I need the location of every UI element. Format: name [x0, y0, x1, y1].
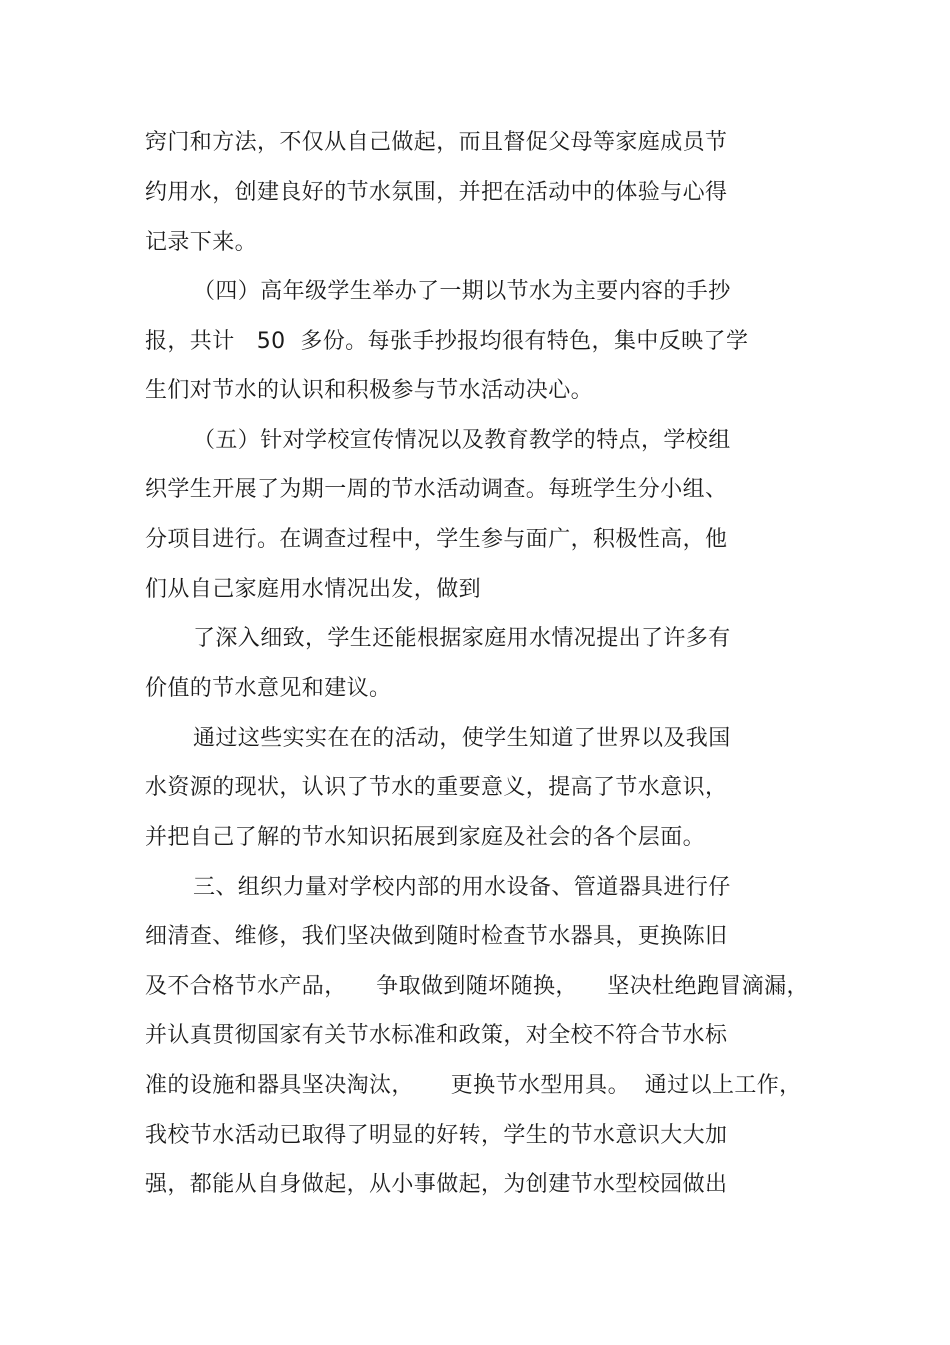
text-line: 并认真贯彻国家有关节水标准和政策，对全校不符合节水标	[145, 1023, 728, 1048]
paragraph-start-line: 通过这些实实在在的活动，使学生知道了世界以及我国	[193, 726, 731, 751]
text-line: 并把自己了解的节水知识拓展到家庭及社会的各个层面。	[145, 825, 706, 850]
text-line: 生们对节水的认识和积极参与节水活动决心。	[145, 378, 594, 403]
paragraph-start-line: （五）针对学校宣传情况以及教育教学的特点，学校组	[193, 428, 731, 453]
text-line: 水资源的现状，认识了节水的重要意义，提高了节水意识，	[145, 775, 728, 800]
text-line: 窍门和方法，不仅从自己做起，而且督促父母等家庭成员节	[145, 130, 728, 155]
text-line: 分项目进行。在调查过程中，学生参与面广，积极性高，他	[145, 527, 728, 552]
text-line: 细清查、维修，我们坚决做到随时检查节水器具，更换陈旧	[145, 924, 728, 949]
text-line: 织学生开展了为期一周的节水活动调查。每班学生分小组、	[145, 477, 728, 502]
paragraph-start-line: 了深入细致，学生还能根据家庭用水情况提出了许多有	[193, 626, 731, 651]
text-line: 价值的节水意见和建议。	[145, 676, 392, 701]
text-line: 及不合格节水产品， 争取做到随坏随换， 坚决杜绝跑冒滴漏，	[145, 974, 809, 999]
text-line: 我校节水活动已取得了明显的好转，学生的节水意识大大加	[145, 1123, 728, 1148]
text-line: 报，共计 50 多份。每张手抄报均很有特色，集中反映了学	[145, 329, 749, 354]
text-line: 记录下来。	[145, 230, 258, 255]
paragraph-start-line: （四）高年级学生举办了一期以节水为主要内容的手抄	[193, 279, 731, 304]
text-line: 们从自己家庭用水情况出发，做到	[145, 577, 482, 602]
text-line: 约用水，创建良好的节水氛围，并把在活动中的体验与心得	[145, 180, 728, 205]
text-line: 强，都能从自身做起，从小事做起，为创建节水型校园做出	[145, 1172, 728, 1197]
paragraph-start-line: 三、组织力量对学校内部的用水设备、管道器具进行仔	[193, 875, 731, 900]
text-line: 准的设施和器具坚决淘汰， 更换节水型用具。 通过以上工作，	[145, 1073, 802, 1098]
